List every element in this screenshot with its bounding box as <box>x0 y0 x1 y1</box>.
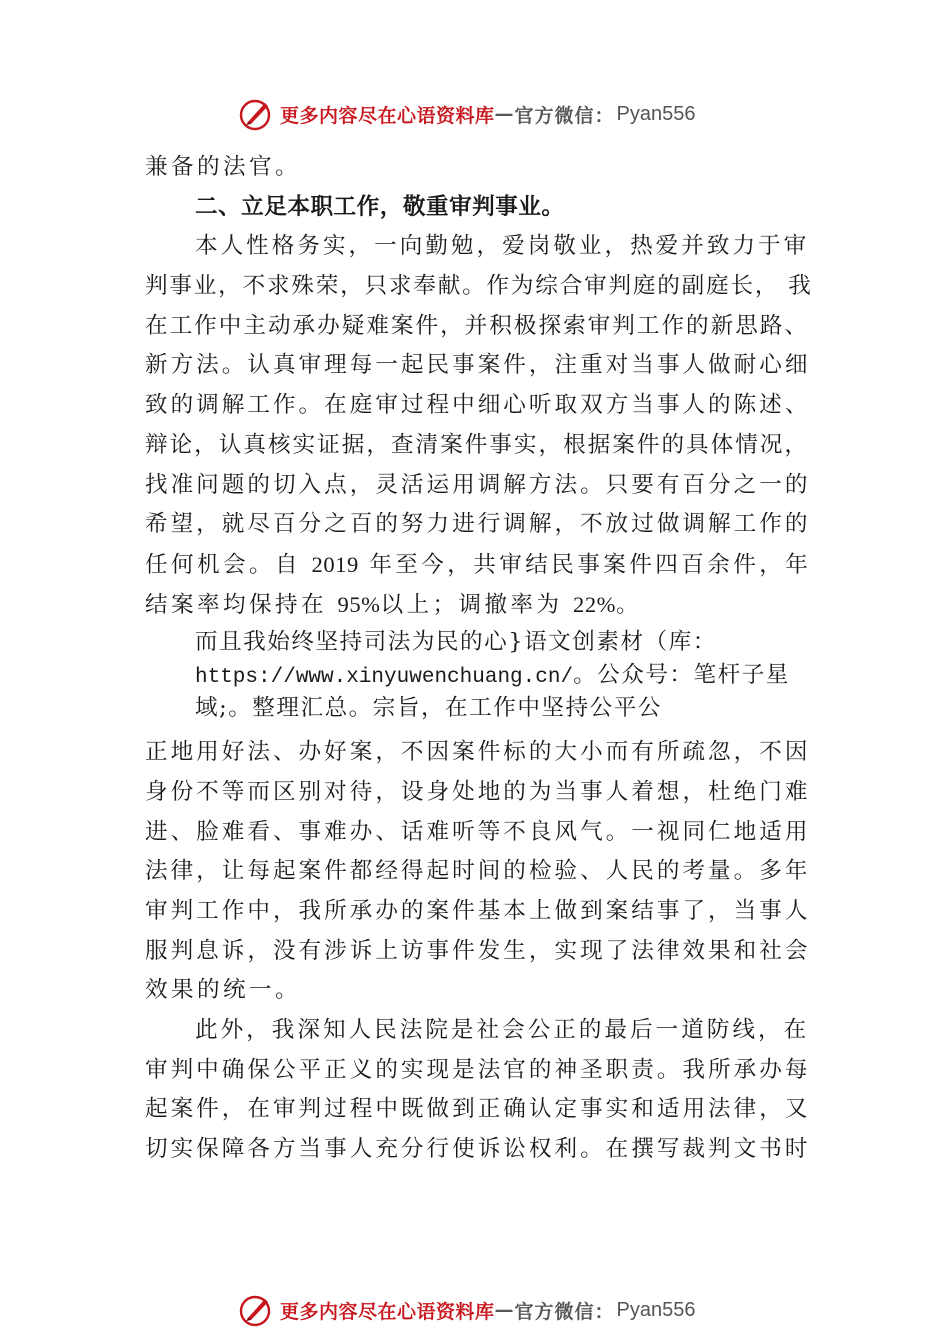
percent-number: 22% <box>573 591 616 617</box>
banner-wechat-id: Pyan556 <box>616 1298 696 1321</box>
note-line: 而且我始终坚持司法为民的心}语文创素材（库： <box>195 629 717 656</box>
paragraph-line: 审判中确保公平正义的实现是法官的神圣职责。我所承办每 <box>145 1056 811 1083</box>
paragraph-line: 致的调解工作。在庭审过程中细心听取双方当事人的陈述、 <box>145 392 811 419</box>
website-link[interactable]: https://www.xinyuwenchuang.cn/ <box>195 666 574 690</box>
paragraph-line <box>145 545 813 585</box>
paragraph-line: 在工作中主动承办疑难案件，并积极探索审判工作的新思路、 <box>145 312 810 339</box>
paragraph-line <box>145 585 813 625</box>
paragraph-line: 切实保障各方当事人充分行使诉讼权利。在撰写裁判文书时 <box>145 1136 811 1163</box>
banner-wechat-label: 官方微信： <box>514 1300 615 1323</box>
footer-banner <box>238 1290 738 1330</box>
text-span: 以上；调撤率为 <box>380 591 574 618</box>
header-banner <box>238 94 738 134</box>
paragraph-line: 新方法。认真审理每一起民事案件，注重对当事人做耐心细 <box>145 352 811 379</box>
document-body <box>145 148 813 1170</box>
year-number: 2019 <box>311 551 359 577</box>
banner-dash: — <box>494 103 515 125</box>
paragraph-line: 法律，让每起案件都经得起时间的检验、人民的考量。多年 <box>145 858 811 885</box>
text-span: 。公众号：笔杆子星 <box>573 662 790 689</box>
banner-wechat-id: Pyan556 <box>616 102 696 125</box>
paragraph-line: 身份不等而区别对待，设身处地的为当事人着想，杜绝门难 <box>145 778 811 805</box>
paragraph-line: 判事业，不求殊荣，只求奉献。作为综合审判庭的副庭长， 我 <box>145 273 813 300</box>
banner-wechat-label: 官方微信： <box>514 104 615 127</box>
text-line: 兼备的法官。 <box>145 154 301 180</box>
section-heading: 二、立足本职工作，敬重审判事业。 <box>195 193 565 220</box>
text-span: 。 <box>615 591 642 618</box>
paragraph-line: 本人性格务实，一向勤勉，爱岗敬业，热爱并致力于审 <box>195 233 810 260</box>
paragraph-line: 此外，我深知人民法院是社会公正的最后一道防线，在 <box>195 1017 810 1044</box>
inserted-note-block <box>145 626 813 725</box>
paragraph-line: 进、脸难看、事难办、话难听等不良风气。一视同仁地适用 <box>145 818 811 845</box>
paragraph-line: 希望，就尽百分之百的努力进行调解，不放过做调解工作的 <box>145 511 811 538</box>
paragraph-line: 审判工作中，我所承办的案件基本上做到案结事了，当事人 <box>145 898 811 924</box>
text-span: 任何机会。自 <box>145 551 312 578</box>
banner-title: 更多内容尽在心语资料库 <box>280 104 495 127</box>
paragraph-line: 服判息诉，没有涉诉上访事件发生，实现了法律效果和社会 <box>145 937 811 964</box>
paragraph-line: 效果的统一。 <box>145 977 301 1004</box>
banner-title: 更多内容尽在心语资料库 <box>280 1300 495 1323</box>
percent-number: 95% <box>337 591 381 617</box>
quill-logo-icon <box>238 1292 274 1328</box>
quill-logo-icon <box>238 96 274 132</box>
note-line: 域;。整理汇总。宗旨，在工作中坚持公平公 <box>195 695 662 722</box>
paragraph-line: 找准问题的切入点，灵活运用调解方法。只要有百分之一的 <box>145 471 811 498</box>
note-line <box>195 659 813 692</box>
banner-dash: — <box>494 1299 515 1321</box>
text-span: 结案率均保持在 <box>145 591 338 618</box>
text-span: 年至今，共审结民事案件四百余件，年 <box>358 551 812 578</box>
paragraph-line: 辩论，认真核实证据，查清案件事实，根据案件的具体情况， <box>145 431 810 458</box>
paragraph-line: 正地用好法、办好案，不因案件标的大小而有所疏忽，不因 <box>145 739 811 766</box>
paragraph-line: 起案件，在审判过程中既做到正确认定事实和适用法律，又 <box>145 1096 811 1123</box>
